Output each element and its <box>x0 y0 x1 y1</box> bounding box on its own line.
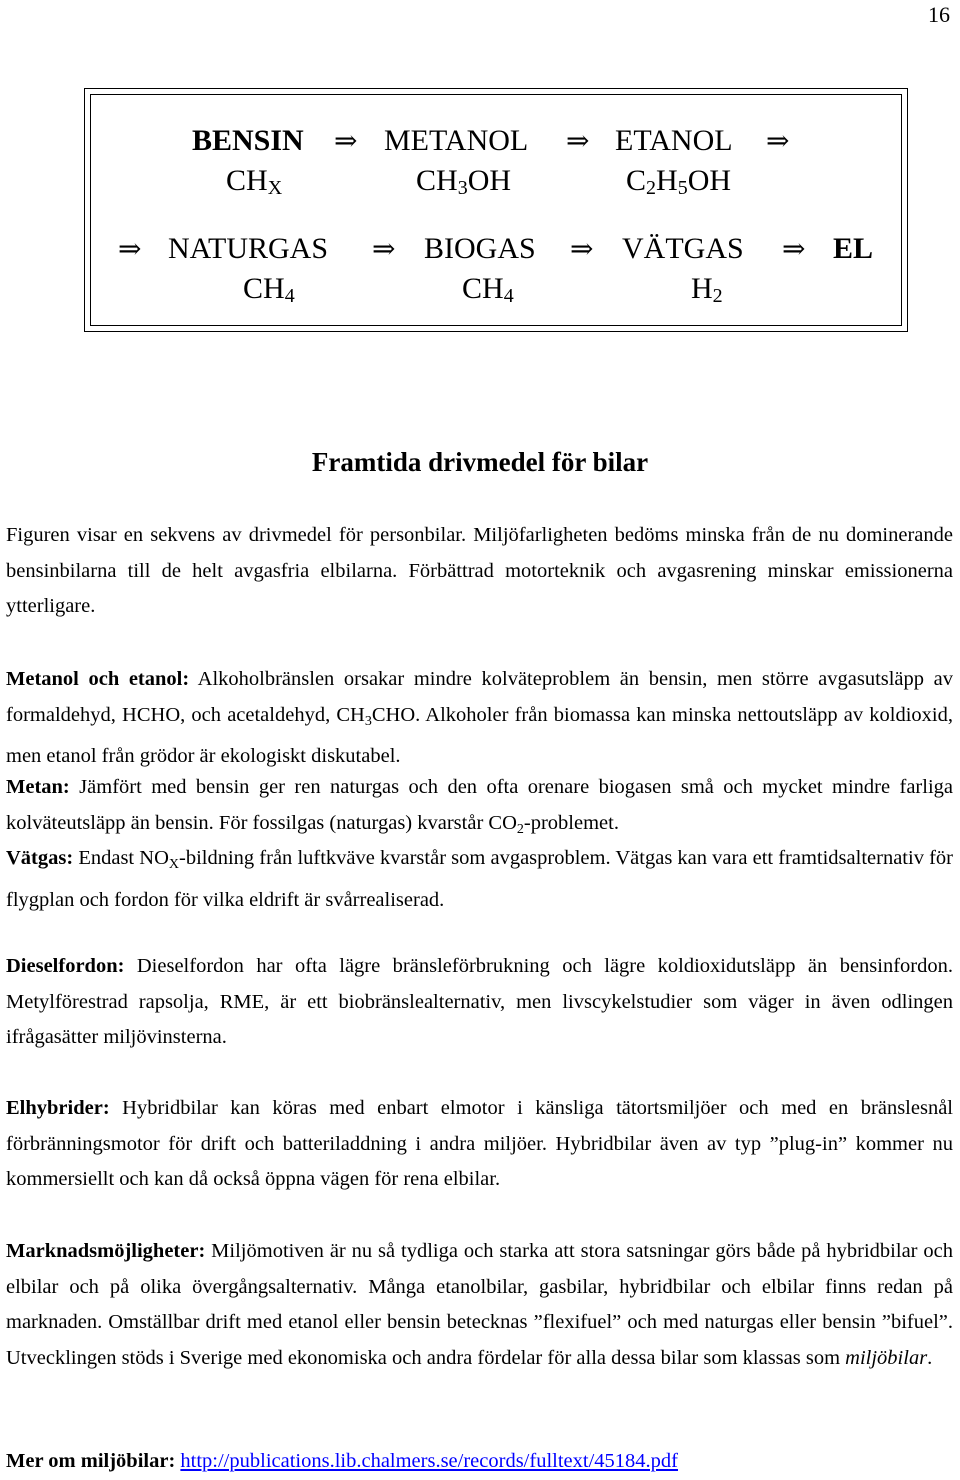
metan-paragraph: Metan: Jämfört med bensin ger ren naturgas och den ofta orenare biogasen små och mycket mindre farliga kolväteutsläpp än bensin. För fossilgas (naturgas) kvarstår $CO_2$-problemet. <box>6 776 953 837</box>
more-info-link[interactable]: http://publications.lib.chalmers.se/records/fulltext/45184.pdf <box>180 1450 678 1472</box>
biogas-label: BIOGAS <box>424 232 536 265</box>
metanol-paragraph: Metanol och etanol: Alkoholbränslen orsakar mindre kolväteproblem än bensin, men större avgasutsläpp av formaldehyd, HCHO, och acetaldehyd, $CH_3CHO$. Alkoholer från biomassa kan minska nettoutsläpp av koldioxid, men etanol från grödor är ekologiskt diskutabel. <box>6 668 954 767</box>
metanol-heading: Metanol och etanol: <box>6 668 190 690</box>
etanol-label: ETANOL <box>615 124 733 157</box>
marknad-heading: Marknadsmöjligheter: <box>6 1240 206 1262</box>
arrow-icon: ⇒ <box>372 234 396 265</box>
diesel-heading: Dieselfordon: <box>6 955 125 977</box>
elhybrid-paragraph: Elhybrider: Hybridbilar kan köras med enbart elmotor i känsliga tätortsmiljöer och med en bränslesnål förbränningsmotor för drift och batteriladdning i andra miljöer. Hybridbilar även av typ ”plug-in” kommer nu kommersiellt och kan då också öppna vägen för rena elbilar. <box>6 1097 953 1190</box>
arrow-icon: ⇒ <box>566 126 590 157</box>
arrow-icon: ⇒ <box>570 234 594 265</box>
figure-caption: Framtida drivmedel för bilar <box>311 447 649 477</box>
vatgas-paragraph: Vätgas: Endast $NO_X$-bildning från luftkväve kvarstår som avgasproblem. Vätgas kan vara ett framtidsalternativ för flygplan och fordon för vilka eldrift är svårrealiserad. <box>6 847 953 911</box>
metanol-formula: $CH_3OH$ <box>416 164 512 199</box>
vatgas-label: VÄTGAS <box>622 232 744 265</box>
arrow-icon: ⇒ <box>766 126 790 157</box>
bensin-label: BENSIN <box>192 124 304 157</box>
naturgas-label: NATURGAS <box>168 232 329 265</box>
arrow-icon: ⇒ <box>118 234 142 265</box>
biogas-formula: $CH_4$ <box>462 272 514 307</box>
etanol-formula: $C_2H_5OH$ <box>626 164 732 199</box>
vatgas-formula: $H_2$ <box>691 272 723 307</box>
vatgas-heading: Vätgas: <box>6 847 74 869</box>
bensin-formula: $CH_X$ <box>226 164 283 199</box>
more-info-heading: Mer om miljöbilar: <box>6 1450 176 1472</box>
page-number: 16 <box>928 2 950 27</box>
arrow-icon: ⇒ <box>782 234 806 265</box>
arrow-icon: ⇒ <box>334 126 358 157</box>
intro-paragraph: Figuren visar en sekvens av drivmedel för personbilar. Miljöfarligheten bedöms minska från de nu dominerande bensinbilarna till de helt avgasfria elbilarna. Förbättrad motorteknik och avgasrening minskar emissionerna ytterligare. <box>6 524 953 617</box>
metanol-label: METANOL <box>384 124 529 157</box>
marknad-paragraph: Marknadsmöjligheter: Miljömotiven är nu så tydliga och starka att stora satsningar görs både på hybridbilar och elbilar och på olika övergångsalternativ. Många etanolbilar, gasbilar, hybridbilar och elbilar finns redan på marknaden. Omställbar drift med etanol eller bensin betecknas ”flexifuel” och med naturgas eller bensin ”bifuel”. Utvecklingen stöds i Sverige med ekonomiska och andra fördelar för alla dessa bilar som klassas som miljöbilar. <box>6 1240 953 1369</box>
metan-heading: Metan: <box>6 776 70 798</box>
more-info-line <box>6 1444 953 1480</box>
diesel-paragraph: Dieselfordon: Dieselfordon har ofta lägre bränsleförbrukning och lägre koldioxidutsläpp än bensinfordon. Metylförestrad rapsolja, RME, är ett biobränslealternativ, men livscykelstudier som väger in även odlingen ifrågasätter miljövinsterna. <box>6 955 953 1048</box>
elhybrid-heading: Elhybrider: <box>6 1097 110 1119</box>
naturgas-formula: $CH_4$ <box>243 272 295 307</box>
el-label: EL <box>833 232 874 265</box>
